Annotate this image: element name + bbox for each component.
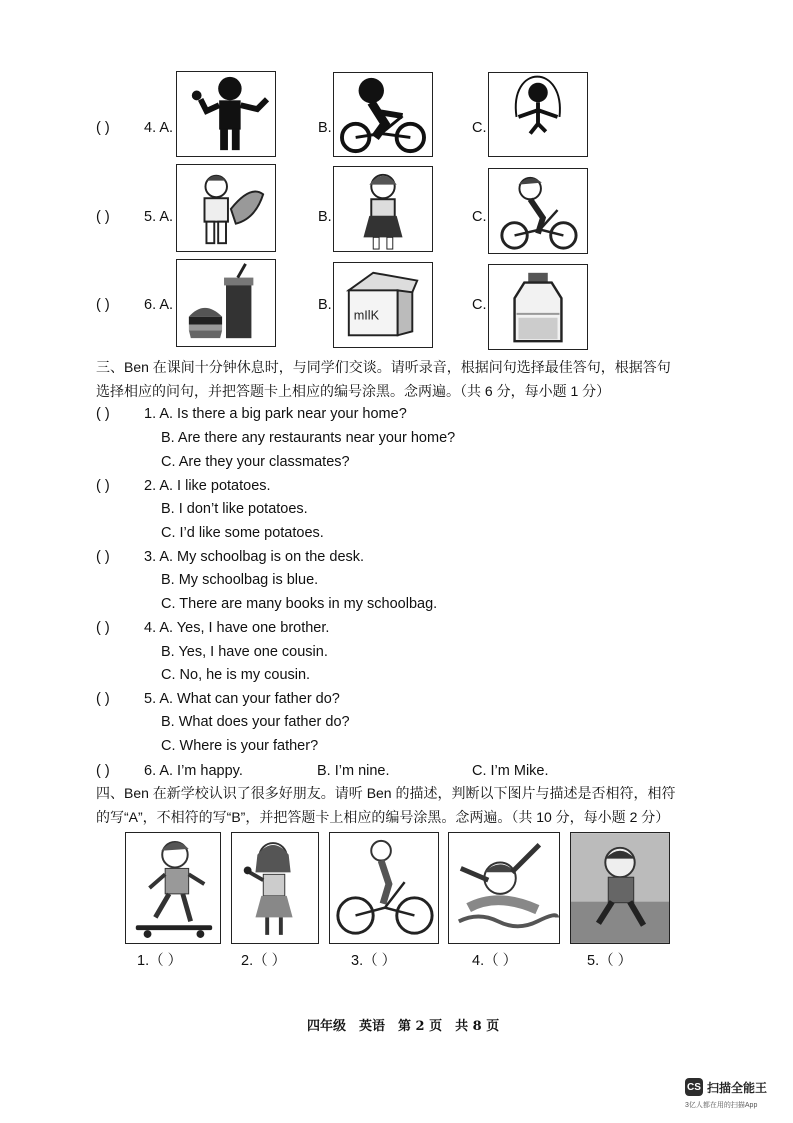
option-b-label: B.	[318, 209, 332, 225]
answer-label-1[interactable]: 1.（ ）	[137, 953, 183, 969]
answer-label-5[interactable]: 5.（ ）	[587, 953, 633, 969]
answer-paren[interactable]: ( )	[96, 691, 110, 707]
answer-paren[interactable]: ( )	[96, 549, 110, 565]
question-option-b: B. What does your father do?	[161, 714, 350, 730]
picture-boy-cycling	[488, 168, 588, 254]
scanner-watermark	[685, 1078, 767, 1096]
section3-instruction-line2: 选择相应的问句，并把答题卡上相应的编号涂黑。念两遍。（共 6 分，每小题 1 分）	[96, 383, 611, 399]
option-b-label: B.	[318, 120, 332, 136]
picture-boy-with-fish	[176, 164, 276, 252]
question-option-c: C. Where is your father?	[161, 738, 319, 754]
watermark-tagline: 3亿人都在用的扫描App	[685, 1102, 758, 1109]
question-option-c: C. I’d like some potatoes.	[161, 525, 324, 541]
svg-text:mIlK: mIlK	[353, 308, 380, 323]
answer-paren[interactable]: ( )	[96, 120, 110, 136]
question-option-c: C. I’m Mike.	[472, 763, 549, 779]
watermark-name: 扫描全能王	[707, 1080, 768, 1095]
question-option-a: 6. A. I’m happy.	[144, 763, 243, 779]
picture-singing	[176, 71, 276, 157]
answer-paren[interactable]: ( )	[96, 406, 110, 422]
picture-girl-smiling	[333, 166, 433, 252]
picture-burger-and-drink	[176, 259, 276, 347]
answer-paren[interactable]: ( )	[96, 297, 110, 313]
section4-instruction-line1: 四、Ben 在新学校认识了很多好朋友。请听 Ben 的描述，判断以下图片与描述是否相符，相符	[96, 785, 676, 801]
picture-milk-carton	[333, 262, 433, 348]
question-number: 4. A.	[144, 120, 174, 136]
answer-paren[interactable]: ( )	[96, 209, 110, 225]
picture-girl-singing	[231, 832, 319, 944]
section4-instruction-line2: 的写“A”，不相符的写“B”，并把答题卡上相应的编号涂黑。念两遍。（共 10 分，每小题 2 分）	[96, 809, 670, 825]
question-number: 5. A.	[144, 209, 174, 225]
question-option-b: B. I don’t like potatoes.	[161, 501, 308, 517]
answer-paren[interactable]: ( )	[96, 620, 110, 636]
page-footer: 四年级 英语 第 2 页 共 8 页	[307, 1019, 500, 1034]
option-c-label: C.	[472, 120, 487, 136]
picture-skateboarding	[125, 832, 221, 944]
answer-paren[interactable]: ( )	[96, 478, 110, 494]
question-option-c: C. Are they your classmates?	[161, 454, 350, 470]
question-option-a: 1. A. Is there a big park near your home?	[144, 406, 407, 422]
picture-boy-running	[570, 832, 670, 944]
answer-paren[interactable]: ( )	[96, 763, 110, 779]
question-option-a: 2. A. I like potatoes.	[144, 478, 271, 494]
picture-jump-rope	[488, 72, 588, 157]
question-option-b: B. Are there any restaurants near your home?	[161, 430, 456, 446]
answer-label-3[interactable]: 3.（ ）	[351, 953, 397, 969]
question-option-a: 3. A. My schoolbag is on the desk.	[144, 549, 365, 565]
picture-water-bottle	[488, 264, 588, 350]
picture-cycling	[333, 72, 433, 157]
cs-logo-icon: CS	[685, 1078, 703, 1096]
question-option-b: B. My schoolbag is blue.	[161, 572, 319, 588]
answer-label-2[interactable]: 2.（ ）	[241, 953, 287, 969]
question-option-a: 4. A. Yes, I have one brother.	[144, 620, 330, 636]
option-b-label: B.	[318, 297, 332, 313]
answer-label-4[interactable]: 4.（ ）	[472, 953, 518, 969]
option-c-label: C.	[472, 209, 487, 225]
option-c-label: C.	[472, 297, 487, 313]
question-number: 6. A.	[144, 297, 174, 313]
picture-girl-cycling	[329, 832, 439, 944]
question-option-c: C. There are many books in my schoolbag.	[161, 596, 438, 612]
picture-boy-swimming	[448, 832, 560, 944]
question-option-a: 5. A. What can your father do?	[144, 691, 340, 707]
question-option-b: B. I’m nine.	[317, 763, 390, 779]
section3-instruction-line1: 三、Ben 在课间十分钟休息时，与同学们交谈。请听录音，根据问句选择最佳答句，根据答句	[96, 359, 671, 375]
question-option-b: B. Yes, I have one cousin.	[161, 644, 328, 660]
question-option-c: C. No, he is my cousin.	[161, 667, 311, 683]
